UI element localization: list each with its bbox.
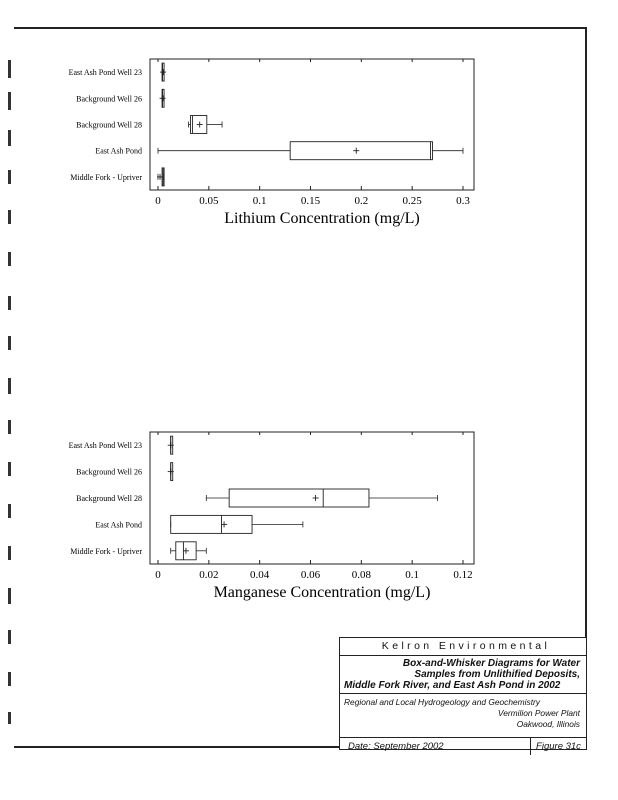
category-label: Background Well 26	[76, 467, 142, 477]
x-axis-label: Manganese Concentration (mg/L)	[213, 584, 431, 601]
category-label: Middle Fork - Upriver	[70, 546, 142, 556]
box-iqr	[171, 515, 252, 533]
category-label: Middle Fork - Upriver	[70, 172, 142, 182]
x-tick-label: 0.12	[453, 569, 473, 581]
category-label: Background Well 28	[76, 494, 142, 503]
x-tick-label: 0.15	[300, 195, 321, 207]
category-label: Background Well 28	[76, 120, 142, 130]
category-label: Background Well 26	[76, 94, 142, 104]
box-iqr	[229, 489, 369, 507]
x-tick-label: 0.3	[456, 195, 470, 207]
figure-title-line: Middle Fork River, and East Ash Pond in 2002	[344, 680, 561, 691]
x-tick-label: 0.06	[300, 569, 321, 581]
x-tick-label: 0.25	[402, 195, 422, 207]
description-line: Vermilion Power Plant	[497, 708, 580, 718]
category-label: East Ash Pond	[95, 520, 142, 530]
x-tick-label: 0.1	[405, 569, 420, 581]
x-tick-label: 0.02	[199, 569, 219, 581]
figure-description	[340, 694, 586, 738]
x-tick-label: 0	[155, 195, 161, 207]
description-line: Oakwood, Illinois	[516, 719, 580, 729]
figure-title-line: Box-and-Whisker Diagrams for Water	[402, 658, 580, 669]
x-tick-label: 0.05	[199, 195, 219, 207]
x-tick-label: 0.2	[354, 195, 369, 207]
x-tick-label: 0.08	[351, 569, 371, 581]
category-label: East Ash Pond Well 23	[68, 441, 142, 451]
x-tick-label: 0	[155, 569, 161, 581]
x-tick-label: 0.1	[252, 195, 267, 207]
title-block-footer	[340, 738, 586, 755]
figure-date: Date: September 2002	[340, 738, 531, 755]
company-name: Kelron Environmental	[340, 638, 586, 656]
figure-title	[340, 656, 586, 694]
description-line: Regional and Local Hydrogeology and Geochemistry	[344, 697, 540, 707]
figure-number: Figure 31c	[536, 741, 581, 752]
category-label: East Ash Pond Well 23	[68, 68, 142, 78]
x-axis-label: Lithium Concentration (mg/L)	[224, 210, 420, 227]
x-tick-label: 0.04	[250, 569, 270, 581]
category-label: East Ash Pond	[95, 146, 142, 156]
figure-title-line: Samples from Unlithified Deposits,	[414, 669, 580, 680]
title-block	[339, 637, 587, 750]
